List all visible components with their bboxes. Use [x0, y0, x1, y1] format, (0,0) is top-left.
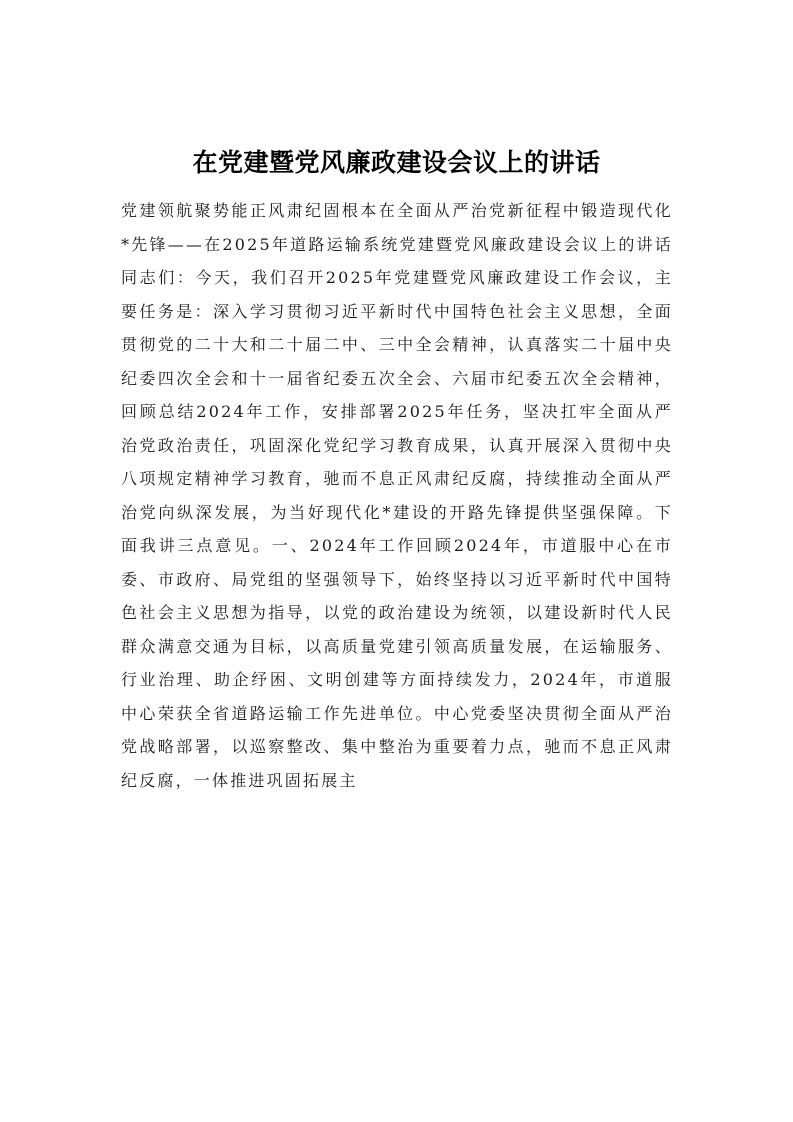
document-title: 在党建暨党风廉政建设会议上的讲话 — [192, 147, 601, 177]
document-body-paragraph: 党建领航聚势能正风肃纪固根本在全面从严治党新征程中锻造现代化*先锋——在2025年道路运输系统党建暨党风廉政建设会议上的讲话同志们：今天，我们召开2025年党建暨党风廉政建设工作会议，主要任务是：深入学习贯彻习近平新时代中国特色社会主义思想，全面贯彻党的二十大和二十届二中、三中全会精神，认真落实二十届中央纪委四次全会和十一届省纪委五次全会、六届市纪委五次全会精神，回顾总结2024年工作，安排部署2025年任务，坚决扛牢全面从严治党政治责任，巩固深化党纪学习教育成果，认真开展深入贯彻中央八项规定精神学习教育，驰而不息正风肃纪反腐，持续推动全面从严治党向纵深发展，为当好现代化*建设的开路先锋提供坚强保障。下面我讲三点意见。一、2024年工作回顾2024年，市道服中心在市委、市政府、局党组的坚强领导下，始终坚持以习近平新时代中国特色社会主义思想为指导，以党的政治建设为统领，以建设新时代人民群众满意交通为目标，以高质量党建引领高质量发展，在运输服务、行业治理、助企纾困、文明创建等方面持续发力，2024年，市道服中心荣获全省道路运输工作先进单位。中心党委坚决贯彻全面从严治党战略部署，以巡察整改、集中整治为重要着力点，驰而不息正风肃纪反腐，一体推进巩固拓展主 — [121, 201, 673, 790]
